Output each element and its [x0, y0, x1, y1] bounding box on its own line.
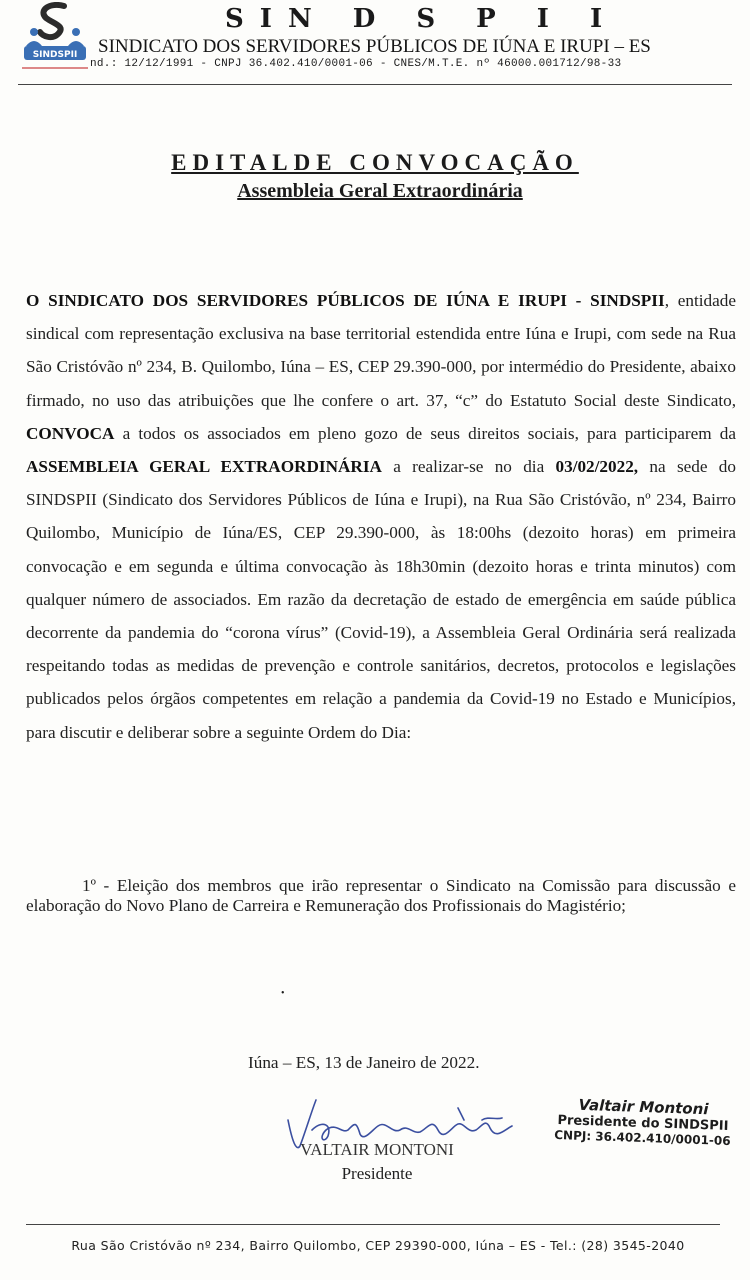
- stamp-cnpj: CNPJ: 36.402.410/0001-06: [553, 1127, 731, 1149]
- stray-mark: •: [281, 988, 285, 999]
- sindspii-logo: [20, 2, 90, 74]
- body-text-c: a realizar-se no dia: [381, 457, 556, 477]
- signer-role: Presidente: [341, 1164, 413, 1183]
- place-date: Iúna – ES, 13 de Janeiro de 2022.: [248, 1053, 480, 1072]
- footer-divider: [26, 1224, 720, 1225]
- body-date: 03/02/2022,: [555, 457, 639, 477]
- agenda-item: 1º - Eleição dos membros que irão representar o Sindicato na Comissão para discussão e elaboração do Novo Plano de Carreira e Remuneração dos Profissionais do Magistério;: [26, 876, 736, 915]
- org-full-name: SINDICATO DOS SERVIDORES PÚBLICOS DE IÚNA E IRUPI – ES: [98, 36, 651, 57]
- body-text-d: na sede do SINDSPII (Sindicato dos Servidores Públicos de Iúna e Irupi), na Rua São Cristóvão, nº 234, Bairro Quilombo, Município de Iúna/ES, CEP 29.390-000, às 18:00hs (dezoito horas) em primeira convocação e em segunda e última convocação às 18h30min (dezoito horas e trinta minutos) com qualquer número de associados. Em razão da decretação de estado de emergência em saúde pública decorrente da pandemia do “corona vírus” (Covid-19), a Assembleia Geral Ordinária será realizada respeitando todas as medidas de prevenção e controle sanitários, decretos, protocolos e legislações publicados pelos órgãos competentes em relação a pandemia da Covid-19 no Estado e Municípios, para discutir e deliberar sobre a seguinte Ordem do Dia:: [26, 457, 736, 742]
- org-registration: nd.: 12/12/1991 - CNPJ 36.402.410/0001-06 - CNES/M.T.E. nº 46000.001712/98-33: [90, 58, 622, 70]
- body-text-a: , entidade sindical com representação exclusiva na base territorial estendida entre Iúna e Irupi, com sede na Rua São Cristóvão nº 234, B. Quilombo, Iúna – ES, CEP 29.390-000, por intermédio do Presidente, abaixo firmado, no uso das atribuições que lhe confere o art. 37, “c” do Estatuto Social deste Sindicato,: [26, 291, 736, 410]
- header-divider: [18, 84, 732, 85]
- signer-name: VALTAIR MONTONI: [300, 1140, 454, 1159]
- body-text-b: a todos os associados em pleno gozo de seus direitos sociais, para participarem da: [114, 423, 736, 443]
- stamp-name: Valtair Montoni: [578, 1095, 709, 1119]
- stamp-title: Presidente do SINDSPII: [557, 1113, 729, 1134]
- document-title: EDITALDE CONVOCAÇÃO: [171, 150, 579, 175]
- org-acronym: SIN D S P I I: [225, 4, 619, 34]
- body-org-name: O SINDICATO DOS SERVIDORES PÚBLICOS DE IÚNA E IRUPI - SINDSPII: [26, 291, 665, 310]
- body-assembly: ASSEMBLEIA GERAL EXTRAORDINÁRIA: [26, 457, 382, 477]
- logo-text: SINDSPII: [32, 50, 78, 60]
- body-convoca: CONVOCA: [26, 423, 115, 443]
- footer-address: Rua São Cristóvão nº 234, Bairro Quilombo, CEP 29390-000, Iúna – ES - Tel.: (28) 3545-2040: [71, 1238, 685, 1253]
- document-subtitle: Assembleia Geral Extraordinária: [237, 180, 523, 202]
- convocation-body: [26, 284, 736, 749]
- official-stamp: [547, 1095, 739, 1149]
